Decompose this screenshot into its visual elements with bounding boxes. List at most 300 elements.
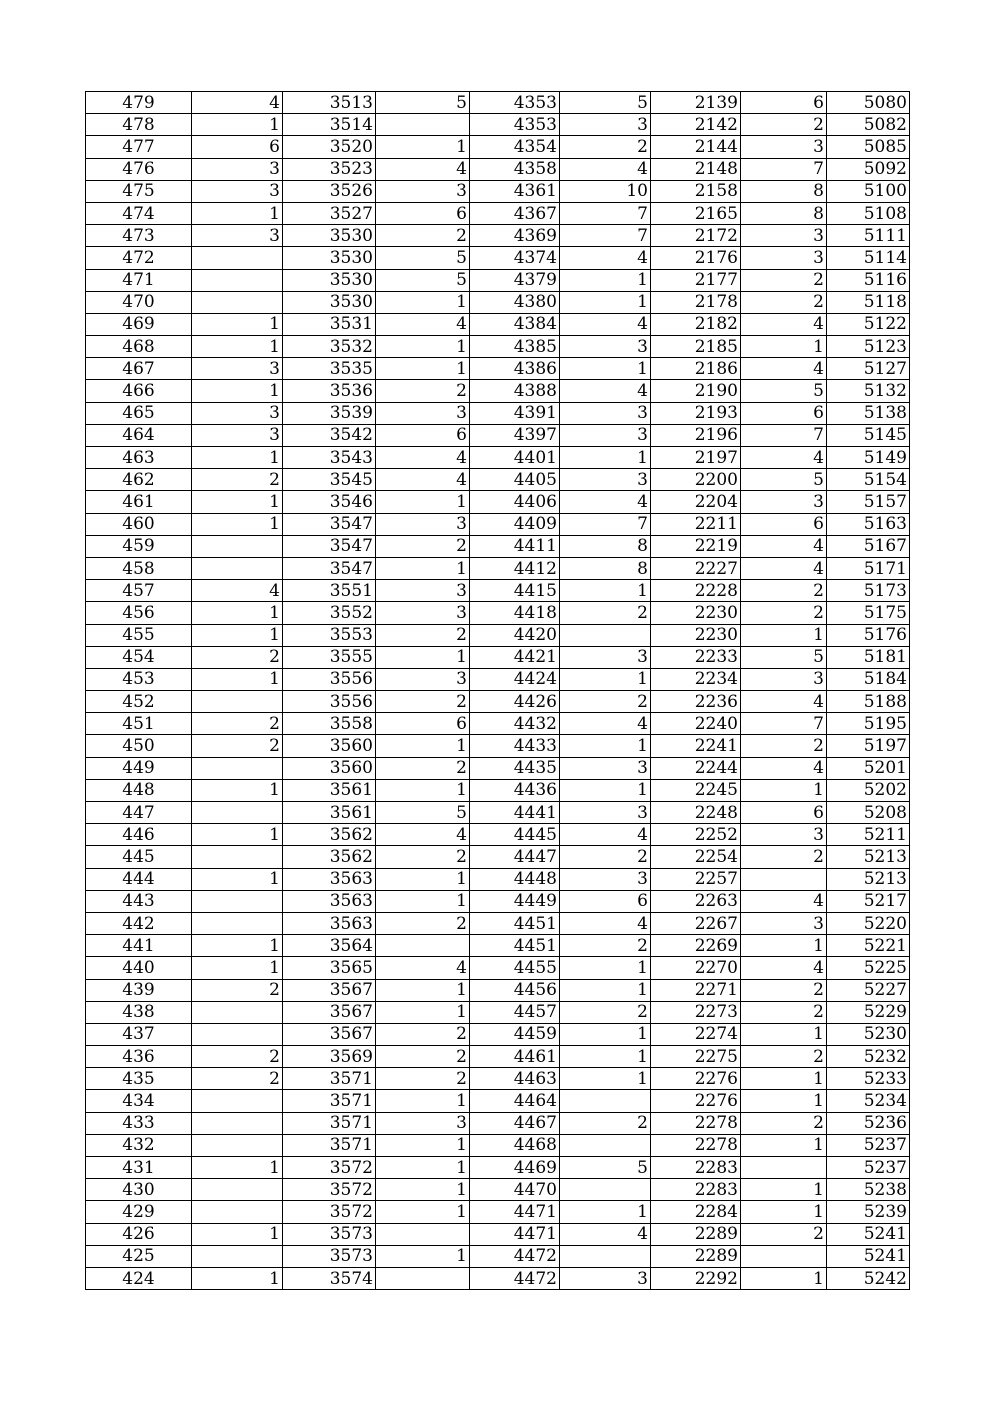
- value-cell: 2276: [651, 1090, 741, 1112]
- value-cell: 2165: [651, 202, 741, 224]
- value-cell: 7: [560, 225, 651, 247]
- value-cell: 2: [560, 691, 651, 713]
- table-row: [86, 846, 910, 868]
- score-cell: 445: [86, 846, 192, 868]
- table-row: [86, 602, 910, 624]
- score-cell: 429: [86, 1201, 192, 1223]
- value-cell: 3535: [283, 358, 376, 380]
- value-cell: 5225: [827, 957, 910, 979]
- value-cell: [192, 912, 283, 934]
- score-cell: 460: [86, 513, 192, 535]
- value-cell: 3574: [283, 1267, 376, 1289]
- value-cell: 4: [741, 358, 827, 380]
- value-cell: 2178: [651, 291, 741, 313]
- table-row: [86, 535, 910, 557]
- value-cell: [192, 1112, 283, 1134]
- value-cell: 1: [560, 1201, 651, 1223]
- value-cell: 2: [376, 1023, 470, 1045]
- value-cell: 3546: [283, 491, 376, 513]
- value-cell: 6: [192, 136, 283, 158]
- value-cell: [192, 1001, 283, 1023]
- value-cell: 2: [192, 979, 283, 1001]
- score-cell: 465: [86, 402, 192, 424]
- value-cell: 5145: [827, 424, 910, 446]
- value-cell: 1: [376, 1001, 470, 1023]
- value-cell: 5176: [827, 624, 910, 646]
- value-cell: 1: [376, 491, 470, 513]
- value-cell: 5: [560, 1157, 651, 1179]
- value-cell: 2: [741, 979, 827, 1001]
- score-cell: 462: [86, 469, 192, 491]
- value-cell: [192, 846, 283, 868]
- value-cell: 1: [192, 380, 283, 402]
- value-cell: 2240: [651, 713, 741, 735]
- value-cell: 5202: [827, 779, 910, 801]
- score-cell: 476: [86, 158, 192, 180]
- value-cell: 4459: [470, 1023, 560, 1045]
- score-cell: 440: [86, 957, 192, 979]
- value-cell: 5100: [827, 180, 910, 202]
- value-cell: 7: [741, 158, 827, 180]
- value-cell: 3: [192, 225, 283, 247]
- value-cell: 4470: [470, 1179, 560, 1201]
- value-cell: 5149: [827, 447, 910, 469]
- value-cell: 5208: [827, 802, 910, 824]
- value-cell: 2190: [651, 380, 741, 402]
- value-cell: 1: [376, 1157, 470, 1179]
- score-cell: 431: [86, 1157, 192, 1179]
- score-cell: 446: [86, 824, 192, 846]
- value-cell: 3553: [283, 624, 376, 646]
- value-cell: 2177: [651, 269, 741, 291]
- value-cell: 5122: [827, 313, 910, 335]
- score-cell: 434: [86, 1090, 192, 1112]
- value-cell: 4358: [470, 158, 560, 180]
- score-cell: 475: [86, 180, 192, 202]
- value-cell: 5: [560, 92, 651, 114]
- value-cell: 2211: [651, 513, 741, 535]
- value-cell: [192, 1134, 283, 1156]
- value-cell: [192, 247, 283, 269]
- table-row: [86, 225, 910, 247]
- score-cell: 449: [86, 757, 192, 779]
- table-row: [86, 291, 910, 313]
- value-cell: 5241: [827, 1245, 910, 1267]
- score-cell: 438: [86, 1001, 192, 1023]
- value-cell: 1: [376, 136, 470, 158]
- score-cell: 452: [86, 691, 192, 713]
- score-cell: 450: [86, 735, 192, 757]
- value-cell: 4388: [470, 380, 560, 402]
- value-cell: 2: [741, 846, 827, 868]
- value-cell: 3: [560, 114, 651, 136]
- value-cell: 1: [376, 1134, 470, 1156]
- value-cell: 1: [560, 1068, 651, 1090]
- value-cell: 3526: [283, 180, 376, 202]
- value-cell: 1: [192, 114, 283, 136]
- value-cell: 2: [376, 225, 470, 247]
- value-cell: 2254: [651, 846, 741, 868]
- value-cell: [376, 935, 470, 957]
- score-cell: 435: [86, 1068, 192, 1090]
- score-cell: 469: [86, 313, 192, 335]
- value-cell: 4: [741, 757, 827, 779]
- value-cell: 5: [741, 646, 827, 668]
- value-cell: 4: [192, 92, 283, 114]
- value-cell: 4471: [470, 1223, 560, 1245]
- value-cell: 2283: [651, 1179, 741, 1201]
- value-cell: 4409: [470, 513, 560, 535]
- value-cell: 3: [376, 602, 470, 624]
- value-cell: 5236: [827, 1112, 910, 1134]
- value-cell: [192, 1090, 283, 1112]
- value-cell: 5163: [827, 513, 910, 535]
- table-row: [86, 646, 910, 668]
- value-cell: 5: [376, 247, 470, 269]
- value-cell: 2267: [651, 912, 741, 934]
- value-cell: 1: [376, 1245, 470, 1267]
- value-cell: 4464: [470, 1090, 560, 1112]
- score-cell: 439: [86, 979, 192, 1001]
- value-cell: 2: [192, 1068, 283, 1090]
- value-cell: 5241: [827, 1223, 910, 1245]
- value-cell: 1: [560, 735, 651, 757]
- value-cell: 3532: [283, 336, 376, 358]
- table-row: [86, 1134, 910, 1156]
- score-cell: 467: [86, 358, 192, 380]
- value-cell: [741, 1245, 827, 1267]
- score-cell: 447: [86, 802, 192, 824]
- value-cell: 2257: [651, 868, 741, 890]
- value-cell: 1: [741, 624, 827, 646]
- value-cell: 3571: [283, 1112, 376, 1134]
- value-cell: 4397: [470, 424, 560, 446]
- value-cell: 3: [376, 580, 470, 602]
- value-cell: 4447: [470, 846, 560, 868]
- score-cell: 474: [86, 202, 192, 224]
- score-cell: 425: [86, 1245, 192, 1267]
- score-cell: 468: [86, 336, 192, 358]
- value-cell: 8: [560, 535, 651, 557]
- value-cell: 4367: [470, 202, 560, 224]
- value-cell: 1: [376, 336, 470, 358]
- value-cell: 1: [376, 868, 470, 890]
- value-cell: 6: [376, 424, 470, 446]
- value-cell: 1: [741, 1134, 827, 1156]
- score-cell: 441: [86, 935, 192, 957]
- table-row: [86, 1245, 910, 1267]
- value-cell: 2: [741, 114, 827, 136]
- value-cell: 4: [376, 469, 470, 491]
- value-cell: 1: [192, 513, 283, 535]
- value-cell: 2: [741, 1112, 827, 1134]
- value-cell: 4445: [470, 824, 560, 846]
- value-cell: 2200: [651, 469, 741, 491]
- value-cell: 2: [376, 757, 470, 779]
- value-cell: 1: [560, 1046, 651, 1068]
- value-cell: 4421: [470, 646, 560, 668]
- value-cell: 5171: [827, 557, 910, 579]
- value-cell: 2: [376, 380, 470, 402]
- value-cell: 2: [741, 291, 827, 313]
- value-cell: 1: [741, 1267, 827, 1289]
- value-cell: 3: [741, 225, 827, 247]
- table-row: [86, 779, 910, 801]
- value-cell: 1: [192, 668, 283, 690]
- value-cell: 5085: [827, 136, 910, 158]
- value-cell: 1: [192, 868, 283, 890]
- table-row: [86, 912, 910, 934]
- value-cell: 3556: [283, 691, 376, 713]
- value-cell: 3572: [283, 1201, 376, 1223]
- value-cell: 2: [741, 1001, 827, 1023]
- score-cell: 433: [86, 1112, 192, 1134]
- value-cell: 2139: [651, 92, 741, 114]
- value-cell: 1: [192, 491, 283, 513]
- value-cell: 1: [560, 580, 651, 602]
- value-cell: 1: [192, 957, 283, 979]
- value-cell: 2: [560, 136, 651, 158]
- value-cell: 1: [560, 291, 651, 313]
- table-row: [86, 513, 910, 535]
- value-cell: 3: [376, 180, 470, 202]
- value-cell: 6: [741, 802, 827, 824]
- value-cell: 2284: [651, 1201, 741, 1223]
- value-cell: 4441: [470, 802, 560, 824]
- table-row: [86, 491, 910, 513]
- value-cell: 2197: [651, 447, 741, 469]
- value-cell: 4: [376, 957, 470, 979]
- value-cell: 3: [376, 402, 470, 424]
- value-cell: 2276: [651, 1068, 741, 1090]
- value-cell: 4: [560, 313, 651, 335]
- value-cell: 4461: [470, 1046, 560, 1068]
- value-cell: 2245: [651, 779, 741, 801]
- value-cell: 3: [741, 824, 827, 846]
- value-cell: 4: [560, 713, 651, 735]
- table-row: [86, 136, 910, 158]
- value-cell: 8: [741, 202, 827, 224]
- value-cell: 3547: [283, 557, 376, 579]
- value-cell: [192, 691, 283, 713]
- value-cell: 3536: [283, 380, 376, 402]
- value-cell: 1: [376, 291, 470, 313]
- value-cell: 3: [741, 247, 827, 269]
- table-row: [86, 1090, 910, 1112]
- value-cell: 3564: [283, 935, 376, 957]
- value-cell: 5234: [827, 1090, 910, 1112]
- table-row: [86, 624, 910, 646]
- value-cell: 1: [376, 557, 470, 579]
- value-cell: 1: [192, 447, 283, 469]
- value-cell: 5167: [827, 535, 910, 557]
- table-row: [86, 691, 910, 713]
- value-cell: 4385: [470, 336, 560, 358]
- value-cell: 1: [376, 735, 470, 757]
- value-cell: 3530: [283, 247, 376, 269]
- table-row: [86, 735, 910, 757]
- value-cell: 2283: [651, 1157, 741, 1179]
- value-cell: [192, 291, 283, 313]
- value-cell: 3567: [283, 1023, 376, 1045]
- score-cell: 479: [86, 92, 192, 114]
- value-cell: 2263: [651, 890, 741, 912]
- value-cell: 2270: [651, 957, 741, 979]
- value-cell: 3: [560, 424, 651, 446]
- value-cell: 3: [560, 757, 651, 779]
- value-cell: 2142: [651, 114, 741, 136]
- value-cell: 3571: [283, 1134, 376, 1156]
- value-cell: 5237: [827, 1157, 910, 1179]
- value-cell: 3567: [283, 1001, 376, 1023]
- score-cell: 432: [86, 1134, 192, 1156]
- value-cell: 3520: [283, 136, 376, 158]
- table-row: [86, 1223, 910, 1245]
- value-cell: 3572: [283, 1157, 376, 1179]
- value-cell: 4379: [470, 269, 560, 291]
- value-cell: 4361: [470, 180, 560, 202]
- value-cell: [741, 1157, 827, 1179]
- value-cell: 2230: [651, 602, 741, 624]
- value-cell: 5127: [827, 358, 910, 380]
- value-cell: 1: [741, 1068, 827, 1090]
- value-cell: 2275: [651, 1046, 741, 1068]
- value-cell: 4: [560, 247, 651, 269]
- value-cell: 3: [192, 180, 283, 202]
- value-cell: 2: [192, 1046, 283, 1068]
- value-cell: [741, 868, 827, 890]
- value-cell: [376, 1223, 470, 1245]
- value-cell: 4436: [470, 779, 560, 801]
- score-cell: 463: [86, 447, 192, 469]
- value-cell: 5175: [827, 602, 910, 624]
- value-cell: 5233: [827, 1068, 910, 1090]
- value-cell: 7: [560, 202, 651, 224]
- score-cell: 455: [86, 624, 192, 646]
- table-row: [86, 358, 910, 380]
- value-cell: 5157: [827, 491, 910, 513]
- value-cell: 1: [741, 1023, 827, 1045]
- score-cell: 464: [86, 424, 192, 446]
- table-row: [86, 1179, 910, 1201]
- value-cell: 4391: [470, 402, 560, 424]
- score-cell: 436: [86, 1046, 192, 1068]
- value-cell: 4: [560, 491, 651, 513]
- value-cell: 4: [560, 380, 651, 402]
- value-cell: 1: [560, 269, 651, 291]
- value-cell: 2: [192, 469, 283, 491]
- value-cell: 5154: [827, 469, 910, 491]
- table-row: [86, 1068, 910, 1090]
- value-cell: 5132: [827, 380, 910, 402]
- value-cell: [192, 1245, 283, 1267]
- value-cell: 1: [560, 358, 651, 380]
- value-cell: 1: [192, 313, 283, 335]
- value-cell: 1: [741, 336, 827, 358]
- value-cell: 3: [376, 513, 470, 535]
- score-cell: 443: [86, 890, 192, 912]
- value-cell: 3558: [283, 713, 376, 735]
- value-cell: 5211: [827, 824, 910, 846]
- score-cell: 448: [86, 779, 192, 801]
- value-cell: 4471: [470, 1201, 560, 1223]
- value-cell: 2186: [651, 358, 741, 380]
- value-cell: 1: [192, 1267, 283, 1289]
- value-cell: 3527: [283, 202, 376, 224]
- value-cell: 5082: [827, 114, 910, 136]
- value-cell: 5232: [827, 1046, 910, 1068]
- table-row: [86, 424, 910, 446]
- value-cell: 3: [192, 358, 283, 380]
- value-cell: 5201: [827, 757, 910, 779]
- table-row: [86, 557, 910, 579]
- value-cell: 4472: [470, 1245, 560, 1267]
- value-cell: 4384: [470, 313, 560, 335]
- value-cell: 3: [192, 424, 283, 446]
- value-cell: 1: [192, 779, 283, 801]
- value-cell: 5184: [827, 668, 910, 690]
- value-cell: 4405: [470, 469, 560, 491]
- value-cell: 4449: [470, 890, 560, 912]
- value-cell: 6: [560, 890, 651, 912]
- score-cell: 442: [86, 912, 192, 934]
- table-row: [86, 1157, 910, 1179]
- score-cell: 471: [86, 269, 192, 291]
- value-cell: 5238: [827, 1179, 910, 1201]
- value-cell: [192, 1179, 283, 1201]
- score-distribution-table: [85, 91, 910, 1290]
- value-cell: 4: [741, 957, 827, 979]
- value-cell: 10: [560, 180, 651, 202]
- value-cell: 3571: [283, 1090, 376, 1112]
- score-cell: 478: [86, 114, 192, 136]
- value-cell: [560, 1179, 651, 1201]
- value-cell: [192, 557, 283, 579]
- value-cell: 6: [376, 202, 470, 224]
- value-cell: 3561: [283, 802, 376, 824]
- value-cell: [192, 1023, 283, 1045]
- value-cell: 4468: [470, 1134, 560, 1156]
- value-cell: [560, 1134, 651, 1156]
- table-row: [86, 158, 910, 180]
- value-cell: 2: [741, 1046, 827, 1068]
- value-cell: 4: [741, 313, 827, 335]
- value-cell: 2233: [651, 646, 741, 668]
- value-cell: 2273: [651, 1001, 741, 1023]
- table-row: [86, 269, 910, 291]
- value-cell: 2227: [651, 557, 741, 579]
- value-cell: 2271: [651, 979, 741, 1001]
- score-cell: 477: [86, 136, 192, 158]
- value-cell: 3555: [283, 646, 376, 668]
- value-cell: 5227: [827, 979, 910, 1001]
- value-cell: 3: [741, 136, 827, 158]
- value-cell: 1: [560, 1023, 651, 1045]
- value-cell: 4469: [470, 1157, 560, 1179]
- value-cell: 2244: [651, 757, 741, 779]
- value-cell: 4353: [470, 114, 560, 136]
- value-cell: 2144: [651, 136, 741, 158]
- value-cell: 4386: [470, 358, 560, 380]
- value-cell: 2: [192, 646, 283, 668]
- value-cell: 4: [560, 158, 651, 180]
- value-cell: 3572: [283, 1179, 376, 1201]
- value-cell: 3: [192, 402, 283, 424]
- value-cell: 2248: [651, 802, 741, 824]
- value-cell: 3523: [283, 158, 376, 180]
- value-cell: 1: [741, 1201, 827, 1223]
- value-cell: 4: [560, 912, 651, 934]
